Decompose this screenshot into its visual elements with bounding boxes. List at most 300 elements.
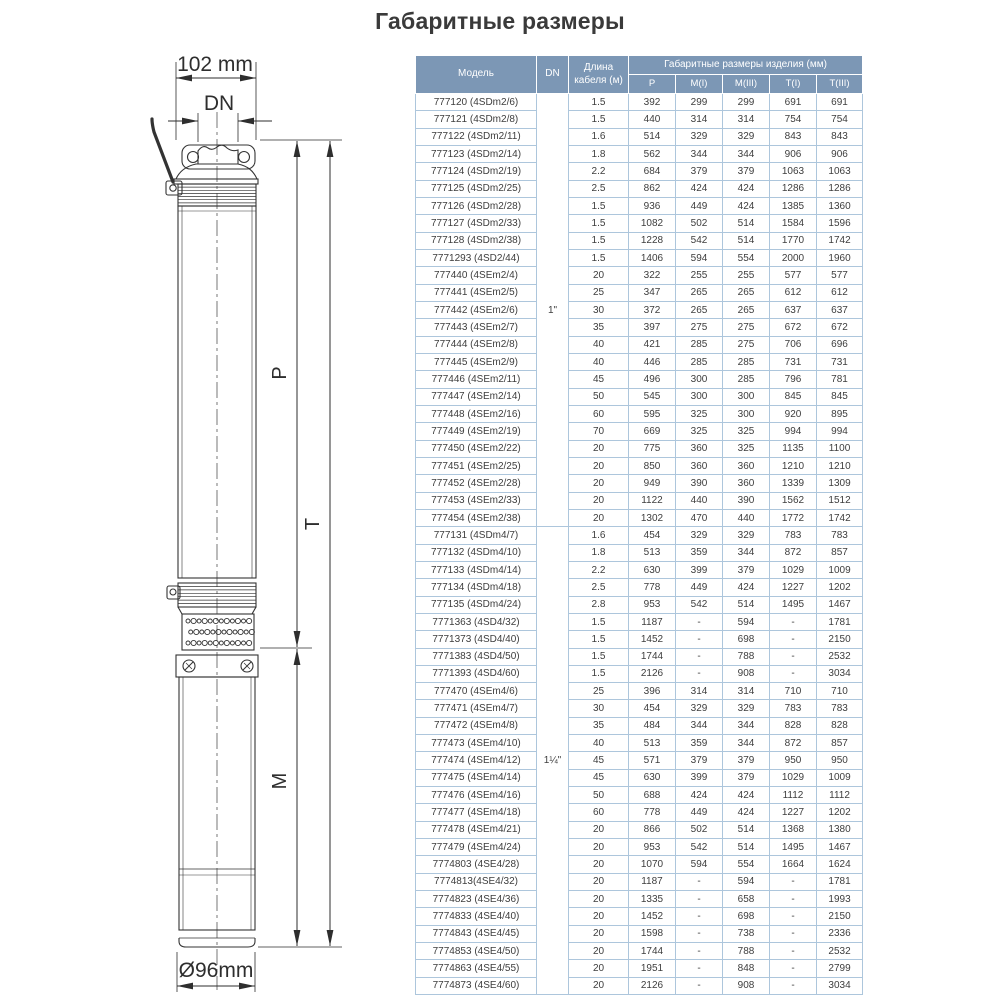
cell-p: 862 [629, 180, 676, 197]
table-row [416, 735, 863, 752]
cell-m1: 449 [676, 804, 723, 821]
table-row [416, 579, 863, 596]
cell-t3: 1309 [817, 475, 863, 492]
cell-m1: 542 [676, 232, 723, 249]
cell-dn: 1" [537, 94, 569, 527]
cell-t1: 1770 [770, 232, 817, 249]
cell-p: 571 [629, 752, 676, 769]
cell-model: 777443 (4SEm2/7) [416, 319, 537, 336]
cell-m1: - [676, 943, 723, 960]
cell-m3: 275 [723, 336, 770, 353]
cell-p: 953 [629, 839, 676, 856]
cell-model: 777449 (4SEm2/19) [416, 423, 537, 440]
table-row [416, 752, 863, 769]
cell-t3: 2799 [817, 960, 863, 977]
strainer-hole [186, 641, 190, 645]
table-row [416, 249, 863, 266]
cell-m3: 514 [723, 596, 770, 613]
cell-cable-length: 25 [569, 284, 629, 301]
cell-cable-length: 20 [569, 267, 629, 284]
cell-m1: - [676, 960, 723, 977]
table-row [416, 440, 863, 457]
cell-model: 7771383 (4SD4/50) [416, 648, 537, 665]
cell-t1: - [770, 873, 817, 890]
cell-p: 1744 [629, 943, 676, 960]
cell-m3: 424 [723, 804, 770, 821]
cell-t1: 796 [770, 371, 817, 388]
cell-t3: 1360 [817, 197, 863, 214]
cell-cable-length: 40 [569, 353, 629, 370]
cell-m3: 360 [723, 457, 770, 474]
cell-cable-length: 1.8 [569, 145, 629, 162]
cell-p: 421 [629, 336, 676, 353]
cell-model: 777470 (4SEm4/6) [416, 683, 537, 700]
cell-m1: 344 [676, 717, 723, 734]
cell-t1: 783 [770, 527, 817, 544]
table-row [416, 943, 863, 960]
cell-t1: - [770, 631, 817, 648]
cell-t1: 906 [770, 145, 817, 162]
cell-cable-length: 1.6 [569, 527, 629, 544]
cell-model: 777444 (4SEm2/8) [416, 336, 537, 353]
cell-t1: 1664 [770, 856, 817, 873]
dimension-lines-right [258, 140, 342, 947]
col-header-dims-group: Габаритные размеры изделия (мм) [629, 56, 863, 75]
cell-t1: 612 [770, 284, 817, 301]
table-row [416, 405, 863, 422]
cell-model: 7774813(4SE4/32) [416, 873, 537, 890]
cell-model: 777473 (4SEm4/10) [416, 735, 537, 752]
strainer-hole [205, 629, 210, 634]
ear-hole-left [188, 152, 199, 163]
table-row [416, 163, 863, 180]
strainer-hole [242, 619, 246, 623]
cell-m3: 285 [723, 353, 770, 370]
strainer-hole [194, 629, 199, 634]
cell-cable-length: 1.5 [569, 648, 629, 665]
cell-m3: 514 [723, 839, 770, 856]
cell-cable-length: 60 [569, 405, 629, 422]
strainer-hole [233, 630, 237, 634]
cell-m1: - [676, 977, 723, 994]
table-row [416, 336, 863, 353]
cell-m3: 908 [723, 665, 770, 682]
cell-p: 1187 [629, 613, 676, 630]
cell-t1: 1063 [770, 163, 817, 180]
cell-m3: 440 [723, 509, 770, 526]
cell-t3: 612 [817, 284, 863, 301]
cell-model: 777448 (4SEm2/16) [416, 405, 537, 422]
cell-t1: 950 [770, 752, 817, 769]
dim-label-diameter: Ø96mm [178, 959, 254, 982]
band-screw-right [241, 660, 253, 672]
cell-p: 392 [629, 94, 676, 111]
table-row [416, 839, 863, 856]
strainer-hole [208, 619, 212, 623]
dim-label-dn: DN [203, 92, 235, 115]
cell-t1: 872 [770, 544, 817, 561]
cell-cable-length: 20 [569, 440, 629, 457]
cell-model: 777472 (4SEm4/8) [416, 717, 537, 734]
cell-model: 777122 (4SDm2/11) [416, 128, 537, 145]
cell-model: 777131 (4SDm4/7) [416, 527, 537, 544]
cell-m1: 359 [676, 735, 723, 752]
cell-m1: 329 [676, 128, 723, 145]
cell-model: 777471 (4SEm4/7) [416, 700, 537, 717]
strainer-hole [235, 618, 240, 623]
cell-t1: 843 [770, 128, 817, 145]
cell-model: 7771393 (4SD4/60) [416, 665, 537, 682]
cell-m1: 542 [676, 839, 723, 856]
cell-m3: 300 [723, 405, 770, 422]
table-row [416, 180, 863, 197]
cell-m3: 344 [723, 717, 770, 734]
strainer-hole [230, 619, 234, 623]
cell-m3: 300 [723, 388, 770, 405]
cell-model: 7774853 (4SE4/50) [416, 943, 537, 960]
cell-cable-length: 1.5 [569, 613, 629, 630]
cell-p: 595 [629, 405, 676, 422]
strainer-hole [219, 641, 223, 645]
cell-m3: 698 [723, 631, 770, 648]
table-row [416, 804, 863, 821]
col-header-m1: M(I) [676, 75, 723, 94]
table-row [416, 631, 863, 648]
cell-m1: 440 [676, 492, 723, 509]
cell-model: 777453 (4SEm2/33) [416, 492, 537, 509]
cell-t3: 895 [817, 405, 863, 422]
cell-cable-length: 1.5 [569, 111, 629, 128]
cell-t3: 781 [817, 371, 863, 388]
cell-p: 1406 [629, 249, 676, 266]
cell-m1: - [676, 631, 723, 648]
cell-p: 684 [629, 163, 676, 180]
cell-t3: 2532 [817, 943, 863, 960]
cell-t1: 1227 [770, 579, 817, 596]
cell-t3: 1596 [817, 215, 863, 232]
cell-m3: 908 [723, 977, 770, 994]
cell-t1: 1339 [770, 475, 817, 492]
dim-label-102mm: 102 mm [177, 53, 253, 76]
cell-m1: 275 [676, 319, 723, 336]
table-body [416, 94, 863, 995]
cell-p: 1452 [629, 908, 676, 925]
cell-m1: 449 [676, 197, 723, 214]
cell-m1: 344 [676, 145, 723, 162]
cell-cable-length: 1.5 [569, 665, 629, 682]
cell-cable-length: 1.5 [569, 94, 629, 111]
cell-t1: 920 [770, 405, 817, 422]
table-row [416, 301, 863, 318]
cell-t1: 731 [770, 353, 817, 370]
cell-p: 1082 [629, 215, 676, 232]
cell-cable-length: 1.6 [569, 128, 629, 145]
cell-t1: - [770, 613, 817, 630]
cell-t3: 783 [817, 700, 863, 717]
cell-model: 777125 (4SDm2/25) [416, 180, 537, 197]
cell-p: 454 [629, 700, 676, 717]
cell-m3: 514 [723, 821, 770, 838]
cell-cable-length: 20 [569, 492, 629, 509]
cell-cable-length: 20 [569, 891, 629, 908]
strainer-hole [238, 629, 243, 634]
cell-m1: 594 [676, 856, 723, 873]
cell-t1: - [770, 943, 817, 960]
cell-cable-length: 2.5 [569, 579, 629, 596]
cell-model: 7774843 (4SE4/45) [416, 925, 537, 942]
cell-t1: 872 [770, 735, 817, 752]
cell-p: 850 [629, 457, 676, 474]
table-row [416, 613, 863, 630]
cell-m3: 848 [723, 960, 770, 977]
table-row [416, 128, 863, 145]
cell-p: 1335 [629, 891, 676, 908]
cell-m3: 314 [723, 683, 770, 700]
cell-t3: 1781 [817, 613, 863, 630]
cell-t1: 1029 [770, 769, 817, 786]
cell-cable-length: 1.5 [569, 215, 629, 232]
cell-t1: 783 [770, 700, 817, 717]
cell-cable-length: 2.5 [569, 180, 629, 197]
cell-cable-length: 1.5 [569, 249, 629, 266]
cell-t1: 577 [770, 267, 817, 284]
cell-cable-length: 2.2 [569, 163, 629, 180]
cell-cable-length: 70 [569, 423, 629, 440]
cell-m3: 360 [723, 475, 770, 492]
cell-model: 777120 (4SDm2/6) [416, 94, 537, 111]
cell-t1: 691 [770, 94, 817, 111]
cell-p: 454 [629, 527, 676, 544]
cell-m1: 399 [676, 769, 723, 786]
cell-m1: 329 [676, 700, 723, 717]
cell-cable-length: 2.2 [569, 561, 629, 578]
cell-model: 777450 (4SEm2/22) [416, 440, 537, 457]
cell-t1: 706 [770, 336, 817, 353]
cell-t1: - [770, 977, 817, 994]
cell-p: 446 [629, 353, 676, 370]
table-row [416, 700, 863, 717]
cell-p: 484 [629, 717, 676, 734]
strainer-hole [213, 618, 218, 623]
pump-drawing [0, 0, 420, 1000]
cell-t1: 1210 [770, 457, 817, 474]
outlet-port [198, 145, 238, 164]
table-row [416, 267, 863, 284]
cell-model: 777445 (4SEm2/9) [416, 353, 537, 370]
table-row [416, 371, 863, 388]
cell-t1: - [770, 665, 817, 682]
cell-m1: 300 [676, 371, 723, 388]
table-row [416, 492, 863, 509]
cell-t3: 1202 [817, 804, 863, 821]
cell-t3: 2150 [817, 631, 863, 648]
cell-p: 630 [629, 769, 676, 786]
cell-p: 396 [629, 683, 676, 700]
cell-t1: 828 [770, 717, 817, 734]
cell-m1: 502 [676, 215, 723, 232]
strainer-hole [224, 618, 229, 623]
cell-cable-length: 20 [569, 873, 629, 890]
cell-m1: 314 [676, 683, 723, 700]
table-row [416, 873, 863, 890]
cell-m3: 379 [723, 163, 770, 180]
table-row [416, 509, 863, 526]
cell-cable-length: 40 [569, 735, 629, 752]
cell-model: 777128 (4SDm2/38) [416, 232, 537, 249]
table-row [416, 319, 863, 336]
cell-t3: 857 [817, 735, 863, 752]
col-header-cable-length: Длина кабеля (м) [569, 56, 629, 94]
cell-cable-length: 20 [569, 943, 629, 960]
strainer-hole [216, 629, 221, 634]
cell-t3: 3034 [817, 977, 863, 994]
cell-model: 7774873 (4SE4/60) [416, 977, 537, 994]
cell-model: 777134 (4SDm4/18) [416, 579, 537, 596]
cell-t1: 1227 [770, 804, 817, 821]
cell-m3: 255 [723, 267, 770, 284]
cell-t3: 1512 [817, 492, 863, 509]
cell-t3: 843 [817, 128, 863, 145]
cell-t3: 1100 [817, 440, 863, 457]
cell-m3: 390 [723, 492, 770, 509]
cell-p: 322 [629, 267, 676, 284]
cell-t3: 1742 [817, 232, 863, 249]
cell-cable-length: 20 [569, 821, 629, 838]
strainer-hole [186, 619, 190, 623]
cell-p: 440 [629, 111, 676, 128]
cell-m1: - [676, 665, 723, 682]
cell-m3: 594 [723, 873, 770, 890]
cell-m1: 390 [676, 475, 723, 492]
cell-m1: 379 [676, 163, 723, 180]
cell-p: 688 [629, 787, 676, 804]
strainer-hole [244, 630, 248, 634]
cell-p: 397 [629, 319, 676, 336]
cell-p: 545 [629, 388, 676, 405]
cell-t3: 1202 [817, 579, 863, 596]
power-cable [152, 119, 173, 182]
table-row [416, 665, 863, 682]
cell-m1: - [676, 648, 723, 665]
table-row [416, 908, 863, 925]
strainer-hole [222, 630, 226, 634]
cell-m3: 424 [723, 787, 770, 804]
strainer-hole [213, 640, 218, 645]
cell-t3: 731 [817, 353, 863, 370]
cell-t3: 906 [817, 145, 863, 162]
cell-t1: - [770, 925, 817, 942]
cell-p: 1228 [629, 232, 676, 249]
cell-p: 778 [629, 804, 676, 821]
table-row [416, 977, 863, 994]
cell-model: 7771373 (4SD4/40) [416, 631, 537, 648]
cell-m3: 594 [723, 613, 770, 630]
cell-p: 1452 [629, 631, 676, 648]
cell-model: 777452 (4SEm2/28) [416, 475, 537, 492]
cell-p: 936 [629, 197, 676, 214]
cell-p: 669 [629, 423, 676, 440]
cell-m3: 379 [723, 752, 770, 769]
col-header-dn: DN [537, 56, 569, 94]
strainer-hole [208, 641, 212, 645]
strainer-hole [202, 618, 207, 623]
cell-m3: 379 [723, 561, 770, 578]
cell-t3: 1009 [817, 561, 863, 578]
cell-m3: 379 [723, 769, 770, 786]
cell-p: 2126 [629, 665, 676, 682]
cell-t3: 672 [817, 319, 863, 336]
cell-m3: 788 [723, 943, 770, 960]
cell-model: 777121 (4SDm2/8) [416, 111, 537, 128]
ear-hole-right [239, 152, 250, 163]
strainer-hole [191, 640, 196, 645]
cell-t3: 1286 [817, 180, 863, 197]
cell-model: 777446 (4SEm2/11) [416, 371, 537, 388]
cell-t3: 637 [817, 301, 863, 318]
table-row [416, 423, 863, 440]
cap-dome [176, 164, 257, 179]
table-row [416, 111, 863, 128]
cell-m3: 285 [723, 371, 770, 388]
strainer-hole [235, 640, 240, 645]
cell-cable-length: 45 [569, 371, 629, 388]
dim-label-t: T [302, 517, 324, 531]
cell-model: 777451 (4SEm2/25) [416, 457, 537, 474]
table-header [416, 56, 863, 94]
cell-model: 777132 (4SDm4/10) [416, 544, 537, 561]
cell-p: 775 [629, 440, 676, 457]
cell-m1: 299 [676, 94, 723, 111]
cell-m3: 275 [723, 319, 770, 336]
cell-cable-length: 40 [569, 336, 629, 353]
cell-p: 953 [629, 596, 676, 613]
cell-t3: 857 [817, 544, 863, 561]
cell-t3: 2150 [817, 908, 863, 925]
cell-m3: 325 [723, 440, 770, 457]
cell-m1: 424 [676, 180, 723, 197]
table-row [416, 648, 863, 665]
col-header-model: Модель [416, 56, 537, 94]
cell-m1: 325 [676, 405, 723, 422]
cell-t3: 845 [817, 388, 863, 405]
strainer-hole [191, 618, 196, 623]
cell-m3: 424 [723, 579, 770, 596]
cell-m1: 379 [676, 752, 723, 769]
cell-m1: 285 [676, 336, 723, 353]
table-row [416, 457, 863, 474]
cell-model: 777477 (4SEm4/18) [416, 804, 537, 821]
cell-t3: 950 [817, 752, 863, 769]
cell-model: 777441 (4SEm2/5) [416, 284, 537, 301]
cell-m1: - [676, 925, 723, 942]
cell-m3: 329 [723, 128, 770, 145]
strainer-hole [202, 640, 207, 645]
cell-p: 1302 [629, 509, 676, 526]
table-row [416, 388, 863, 405]
cell-p: 1187 [629, 873, 676, 890]
cell-t3: 710 [817, 683, 863, 700]
cell-model: 777133 (4SDm4/14) [416, 561, 537, 578]
cell-model: 777135 (4SDm4/24) [416, 596, 537, 613]
cell-cable-length: 20 [569, 908, 629, 925]
cell-cable-length: 20 [569, 977, 629, 994]
table-row [416, 960, 863, 977]
cell-cable-length: 50 [569, 787, 629, 804]
cell-m1: 449 [676, 579, 723, 596]
cell-model: 777447 (4SEm2/14) [416, 388, 537, 405]
cell-t3: 783 [817, 527, 863, 544]
strainer-hole [197, 641, 201, 645]
